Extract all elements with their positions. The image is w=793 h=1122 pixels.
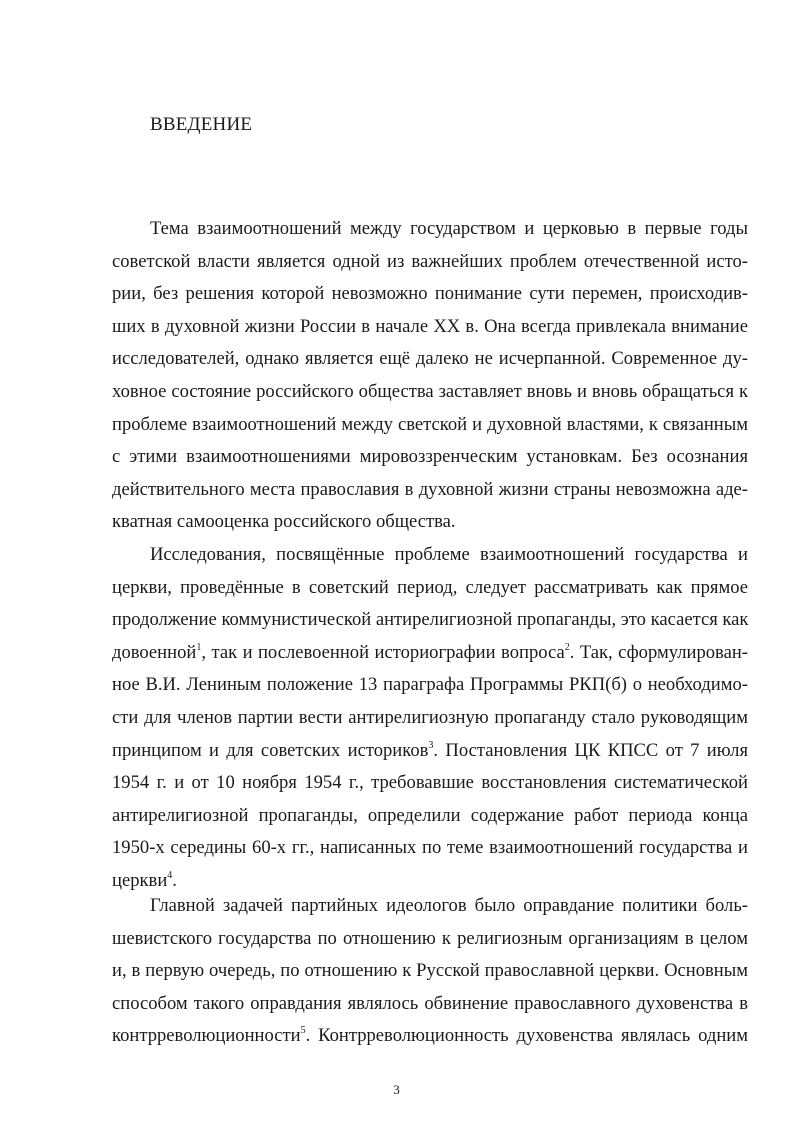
text-line <box>112 251 748 273</box>
text-line <box>112 837 748 859</box>
footnote-marker: 3 <box>428 739 434 751</box>
text-segment: Главной задачей партийных идеологов было оправдание политики боль- <box>150 895 748 916</box>
text-line <box>112 674 748 696</box>
text-segment: продолжение коммунистической антирелигиозной пропаганды, это касается как <box>112 609 749 631</box>
text-segment: ховное состояние российского общества заставляет вновь и вновь обращаться к <box>112 381 748 402</box>
text-segment: шевистского государства по отношению к религиозным организациям в целом <box>112 927 748 949</box>
text-segment: Тема взаимоотношений между государством и церковью в первые годы <box>150 218 748 239</box>
text-segment: 1950-х середины 60-х гг., написанных по теме взаимоотношений государства и <box>112 837 748 859</box>
footnote-marker: 5 <box>300 1025 306 1037</box>
text-segment: с этими взаимоотношениями мировоззренческим установкам. Без осознания <box>112 446 748 468</box>
text-segment: 1954 г. и от 10 ноября 1954 г., требовавшие восстановления систематической <box>112 772 748 794</box>
text-line <box>150 895 748 917</box>
text-segment: антирелигиозной пропаганды, определили содержание работ периода конца <box>112 804 748 826</box>
section-heading: ВВЕДЕНИЕ <box>150 114 253 135</box>
footnote-marker: 2 <box>564 641 570 653</box>
text-segment: ное В.И. Лениным положение 13 параграфа Программы РКП(б) о необходимо- <box>112 674 748 696</box>
text-line <box>112 446 748 468</box>
text-segment: действительного места православия в духовной жизни страны невозможна аде- <box>112 478 748 500</box>
text-segment: проблеме взаимоотношений между светской и духовной властями, к связанным <box>112 413 748 435</box>
text-line <box>112 960 748 982</box>
text-line <box>112 928 748 950</box>
text-segment: советской власти является одной из важнейших проблем отечественной исто- <box>112 250 748 272</box>
text-line <box>112 348 748 370</box>
text-line <box>112 772 748 794</box>
text-line <box>112 577 748 599</box>
footnote-marker: 1 <box>196 641 202 653</box>
text-segment: Исследования, посвящённые проблеме взаимоотношений государства и <box>150 544 748 565</box>
text-line <box>112 414 748 436</box>
text-line <box>112 870 748 892</box>
text-line <box>150 218 748 240</box>
page-number: 3 <box>393 1082 400 1097</box>
text-segment: кватная самооценка российского общества. <box>112 511 456 533</box>
text-line <box>112 707 748 729</box>
text-segment: церкви, проведённые в советский период, следует рассматривать как прямое <box>112 576 748 598</box>
text-segment: рии, без решения которой невозможно понимание сути перемен, происходив- <box>112 283 748 305</box>
text-segment: . Так, сформулирован- <box>569 641 748 663</box>
text-segment: сти для членов партии вести антирелигиозную пропаганду стало руководящим <box>112 707 748 728</box>
text-segment: способом такого оправдания являлось обвинение православного духовенства в <box>112 992 748 1014</box>
footnote-marker: 4 <box>167 870 173 881</box>
text-line <box>112 316 748 338</box>
text-segment: ших в духовной жизни России в начале XX в. Она всегда привлекала внимание <box>112 315 748 337</box>
text-line <box>112 740 748 762</box>
text-segment: довоенной <box>112 641 197 663</box>
text-line <box>112 381 748 403</box>
text-segment: . Постановления ЦК КПСС от 7 июля <box>433 739 748 761</box>
text-line <box>112 511 748 533</box>
text-segment: . Контрреволюционность духовенства являлась одним <box>305 1025 748 1047</box>
text-segment: принципом и для советских историков <box>112 739 429 761</box>
text-line <box>112 642 748 664</box>
text-line <box>112 993 748 1015</box>
text-segment: , так и послевоенной историографии вопроса <box>201 641 565 663</box>
text-segment: церкви <box>112 870 168 891</box>
text-line <box>112 479 748 501</box>
text-segment: контрреволюционности <box>112 1025 301 1047</box>
text-line <box>150 544 748 566</box>
text-line <box>112 805 748 827</box>
text-segment: исследователей, однако является ещё далеко не исчерпанной. Современное ду- <box>112 348 748 370</box>
text-segment: и, в первую очередь, по отношению к Русской православной церкви. Основным <box>112 960 748 982</box>
text-line <box>112 1025 748 1047</box>
text-line <box>112 283 748 305</box>
text-line <box>112 609 748 631</box>
text-segment: . <box>172 870 177 891</box>
